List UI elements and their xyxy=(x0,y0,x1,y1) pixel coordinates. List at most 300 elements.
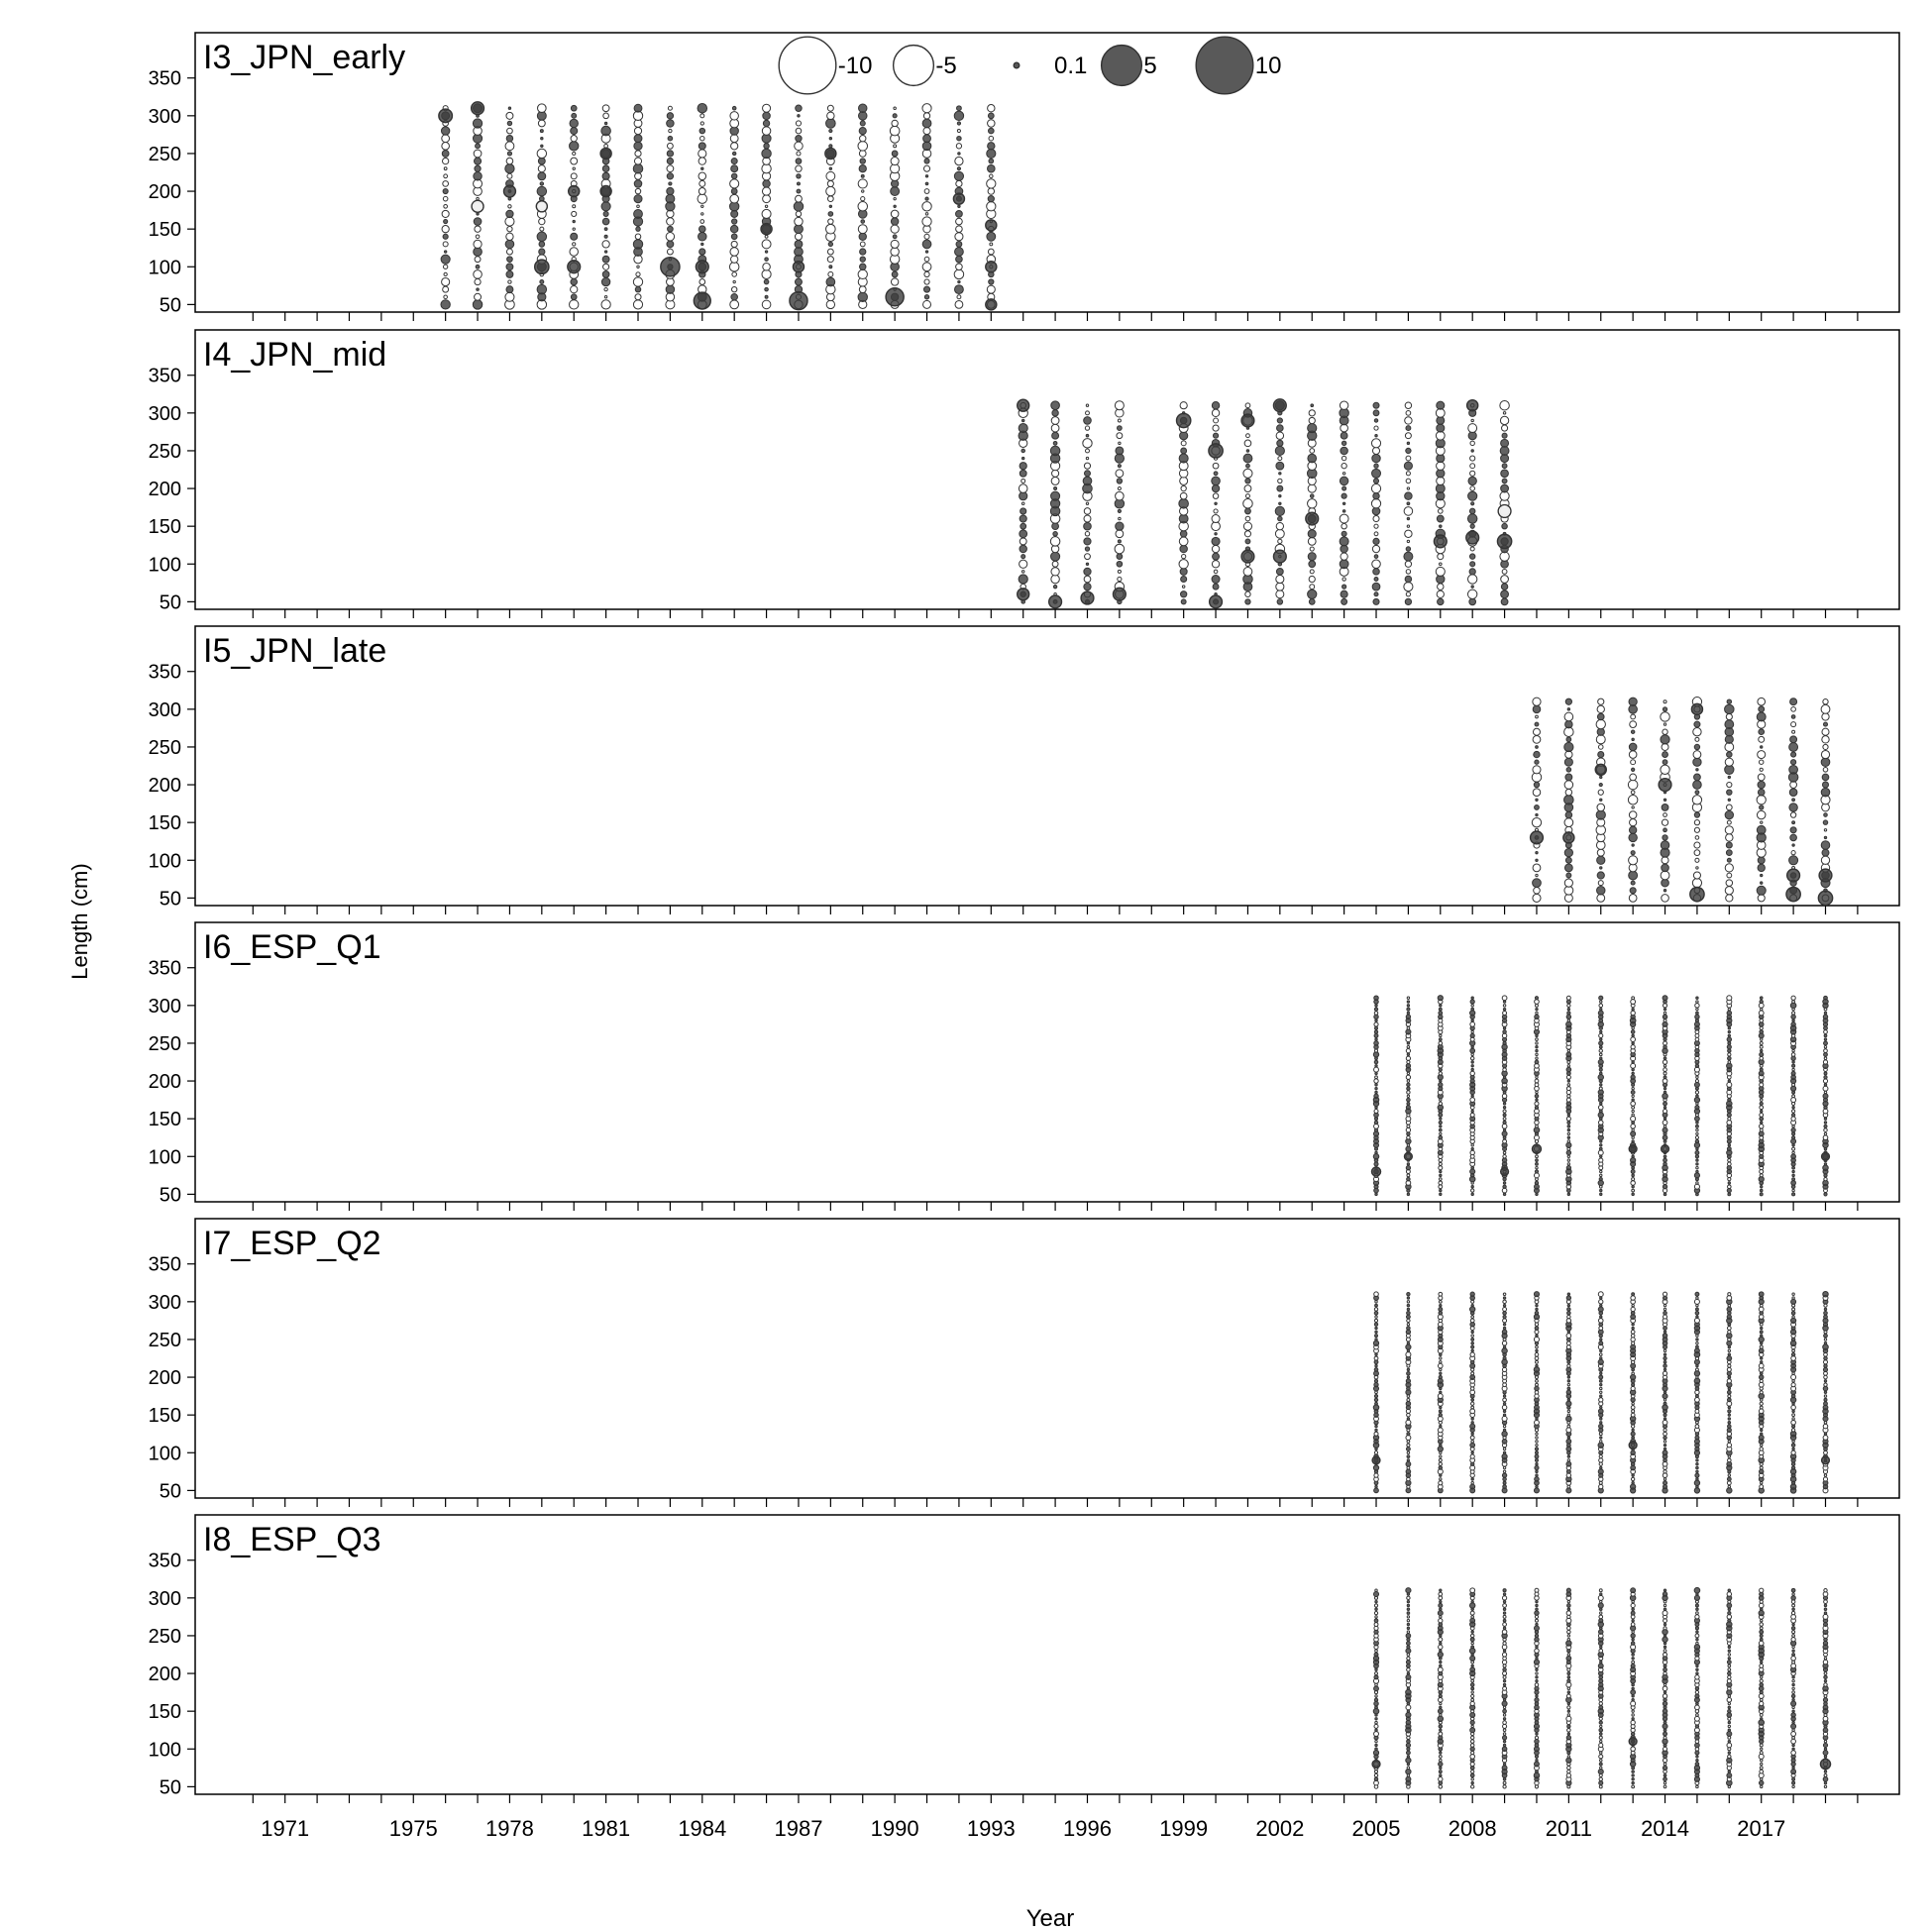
y-tick-label: 150 xyxy=(148,219,181,242)
y-tick-label: 50 xyxy=(159,591,181,614)
residual-bubble xyxy=(1663,760,1667,765)
residual-bubble xyxy=(922,217,931,226)
residual-bubble xyxy=(1500,447,1509,456)
residual-bubble xyxy=(1599,1619,1603,1623)
residual-bubble xyxy=(1696,1631,1698,1633)
residual-bubble xyxy=(989,279,994,284)
residual-bubble xyxy=(1821,788,1830,797)
residual-bubble xyxy=(1115,401,1124,410)
residual-bubble xyxy=(443,158,449,163)
residual-bubble xyxy=(1567,1308,1570,1311)
residual-bubble xyxy=(1664,1057,1666,1060)
residual-bubble xyxy=(1664,890,1665,892)
residual-bubble xyxy=(1439,1166,1443,1170)
residual-bubble xyxy=(1535,1181,1538,1184)
residual-bubble xyxy=(762,269,771,278)
y-tick-label: 350 xyxy=(148,957,181,980)
residual-bubble xyxy=(1438,509,1443,514)
residual-bubble xyxy=(1792,1316,1794,1318)
residual-bubble xyxy=(1371,483,1380,492)
residual-bubble xyxy=(1664,1107,1665,1109)
panel-title: I7_ESP_Q2 xyxy=(203,1225,381,1262)
residual-bubble xyxy=(1566,1736,1570,1740)
residual-bubble xyxy=(1375,1020,1377,1021)
residual-bubble xyxy=(1374,996,1379,1001)
residual-bubble xyxy=(1824,1049,1828,1053)
residual-bubble xyxy=(1375,1695,1377,1697)
residual-bubble xyxy=(1599,1068,1602,1071)
residual-bubble xyxy=(1789,765,1798,774)
residual-bubble xyxy=(573,167,575,169)
residual-bubble xyxy=(1664,1068,1667,1072)
residual-bubble xyxy=(1536,1053,1538,1055)
residual-bubble xyxy=(1440,1759,1443,1762)
residual-bubble xyxy=(828,212,833,217)
residual-bubble xyxy=(1503,1151,1506,1154)
panel-frame xyxy=(195,1219,1899,1498)
residual-bubble xyxy=(1567,1008,1569,1010)
residual-bubble xyxy=(1503,1315,1506,1318)
residual-bubble xyxy=(730,135,738,143)
residual-bubble xyxy=(1373,516,1379,522)
residual-bubble xyxy=(1599,1781,1603,1785)
residual-bubble-large xyxy=(1498,505,1511,518)
residual-bubble xyxy=(601,277,609,285)
residual-bubble xyxy=(1308,484,1316,492)
residual-bubble xyxy=(1791,1444,1795,1448)
residual-bubble xyxy=(1566,1342,1570,1345)
residual-bubble xyxy=(1824,1128,1828,1132)
residual-bubble xyxy=(538,158,545,164)
residual-bubble xyxy=(1599,1763,1602,1766)
residual-bubble xyxy=(1375,1364,1377,1366)
residual-bubble xyxy=(1021,555,1025,559)
residual-bubble xyxy=(1759,1292,1764,1297)
residual-bubble xyxy=(1340,560,1348,569)
residual-bubble xyxy=(1245,599,1250,604)
residual-bubble xyxy=(1407,1095,1409,1097)
residual-bubble xyxy=(1727,1307,1732,1312)
residual-bubble xyxy=(1821,841,1830,850)
residual-bubble xyxy=(1792,1691,1795,1694)
residual-bubble xyxy=(1471,1349,1473,1351)
residual-bubble xyxy=(1471,1679,1474,1682)
residual-bubble xyxy=(539,218,545,224)
residual-bubble xyxy=(1471,1345,1474,1348)
residual-bubble xyxy=(1726,880,1733,887)
residual-bubble xyxy=(1374,1383,1378,1387)
residual-bubble xyxy=(922,240,931,249)
residual-bubble xyxy=(1503,1345,1505,1347)
residual-bubble xyxy=(1761,1327,1763,1329)
residual-bubble xyxy=(1761,1049,1763,1051)
residual-bubble xyxy=(1664,1158,1667,1162)
residual-bubble xyxy=(1212,576,1220,584)
residual-bubble xyxy=(1277,425,1284,432)
residual-bubble xyxy=(1824,1057,1827,1060)
residual-bubble xyxy=(893,235,897,239)
residual-bubble xyxy=(1792,1661,1795,1664)
residual-bubble xyxy=(1438,1394,1443,1399)
residual-bubble xyxy=(1760,1402,1763,1405)
residual-bubble xyxy=(1406,1344,1411,1349)
residual-bubble xyxy=(1470,1454,1474,1458)
residual-bubble-large xyxy=(825,148,836,159)
residual-bubble xyxy=(1728,1675,1731,1678)
residual-bubble xyxy=(541,138,543,140)
residual-bubble xyxy=(1567,1654,1569,1656)
residual-bubble xyxy=(1728,1034,1730,1036)
residual-bubble xyxy=(1407,442,1409,444)
residual-bubble xyxy=(1664,1118,1665,1120)
residual-bubble xyxy=(794,202,804,212)
residual-bubble xyxy=(1727,1661,1731,1664)
residual-bubble xyxy=(1792,1193,1795,1196)
residual-bubble xyxy=(1440,1368,1442,1370)
residual-bubble xyxy=(1375,1589,1377,1591)
residual-bubble xyxy=(1727,1477,1731,1481)
residual-bubble xyxy=(1664,1785,1666,1788)
x-axis-label: Year xyxy=(1025,1905,1075,1932)
residual-bubble xyxy=(1728,1410,1731,1413)
residual-bubble xyxy=(1567,1012,1570,1015)
residual-bubble xyxy=(698,188,705,195)
residual-bubble xyxy=(473,119,482,128)
x-tick-label: 1993 xyxy=(966,1816,1016,1841)
residual-bubble xyxy=(1664,1691,1665,1693)
residual-bubble xyxy=(1567,1128,1569,1130)
residual-bubble xyxy=(1600,1383,1602,1385)
residual-bubble xyxy=(1567,1638,1570,1641)
residual-bubble xyxy=(1600,1057,1602,1059)
residual-bubble xyxy=(924,257,929,262)
residual-bubble xyxy=(1536,859,1538,861)
residual-bubble xyxy=(1019,424,1027,433)
residual-bubble xyxy=(1824,996,1828,1000)
residual-bubble xyxy=(1632,1383,1635,1386)
residual-bubble xyxy=(1469,1603,1474,1608)
residual-bubble xyxy=(1440,1444,1443,1447)
residual-bubble xyxy=(1439,1645,1443,1649)
residual-bubble xyxy=(698,233,707,242)
residual-bubble xyxy=(1725,720,1734,729)
residual-bubble xyxy=(1663,1450,1667,1455)
residual-bubble xyxy=(1468,575,1477,584)
residual-bubble xyxy=(1664,1012,1665,1014)
residual-bubble xyxy=(1728,1395,1731,1398)
residual-bubble xyxy=(798,115,800,117)
residual-bubble xyxy=(1181,441,1186,446)
residual-bubble xyxy=(1727,1772,1732,1777)
residual-bubble xyxy=(1759,1469,1763,1473)
y-tick-label: 100 xyxy=(148,1739,181,1762)
residual-bubble xyxy=(1631,1690,1636,1695)
residual-bubble-large xyxy=(1822,1456,1830,1464)
residual-bubble xyxy=(1407,1604,1409,1606)
residual-bubble xyxy=(1407,1005,1409,1007)
residual-bubble xyxy=(1405,530,1412,537)
residual-bubble xyxy=(1502,1124,1507,1128)
residual-bubble xyxy=(1792,1744,1794,1746)
residual-bubble xyxy=(701,205,703,207)
residual-bubble xyxy=(634,195,642,203)
residual-bubble xyxy=(1759,1337,1764,1342)
residual-bubble xyxy=(1824,836,1826,838)
residual-bubble xyxy=(1696,1182,1698,1184)
residual-bubble xyxy=(1790,827,1796,833)
residual-bubble xyxy=(797,189,801,193)
residual-bubble xyxy=(1728,1725,1730,1727)
residual-bubble xyxy=(1695,1627,1698,1630)
residual-bubble xyxy=(1375,1026,1378,1029)
residual-bubble xyxy=(1503,1740,1505,1742)
residual-bubble xyxy=(987,202,996,211)
residual-bubble xyxy=(667,241,674,248)
residual-bubble xyxy=(1564,742,1573,751)
residual-bubble xyxy=(1760,1448,1764,1451)
residual-bubble xyxy=(1536,1099,1538,1101)
residual-bubble xyxy=(1278,516,1283,521)
panel-frame xyxy=(195,1515,1899,1794)
residual-bubble xyxy=(666,285,674,293)
residual-bubble xyxy=(1792,799,1795,802)
residual-bubble xyxy=(1020,463,1026,470)
residual-bubble xyxy=(1632,1654,1635,1657)
residual-bubble xyxy=(1727,790,1732,795)
residual-bubble xyxy=(1631,1334,1635,1338)
residual-bubble xyxy=(1534,1660,1539,1664)
residual-bubble xyxy=(1470,471,1475,476)
residual-bubble xyxy=(1824,829,1826,831)
residual-bubble xyxy=(1822,728,1829,735)
x-tick-label: 1984 xyxy=(678,1816,727,1841)
residual-bubble xyxy=(1439,1008,1442,1011)
residual-bubble xyxy=(1310,494,1314,498)
residual-bubble xyxy=(1824,1364,1827,1367)
residual-bubble xyxy=(1567,1304,1569,1306)
residual-bubble xyxy=(1439,1725,1442,1728)
residual-bubble xyxy=(1471,419,1473,421)
residual-bubble xyxy=(1792,1635,1795,1638)
x-tick-label: 1981 xyxy=(582,1816,631,1841)
residual-bubble xyxy=(894,197,896,199)
residual-bubble xyxy=(1824,1030,1828,1034)
residual-bubble xyxy=(828,242,832,246)
residual-bubble xyxy=(1309,576,1315,582)
residual-bubble xyxy=(1631,1634,1635,1638)
residual-bubble xyxy=(1662,895,1669,903)
residual-bubble xyxy=(1631,1157,1636,1162)
residual-bubble xyxy=(1503,1155,1506,1158)
residual-bubble xyxy=(1407,1664,1411,1668)
residual-bubble xyxy=(1439,1603,1443,1607)
residual-bubble xyxy=(1758,895,1765,902)
residual-bubble xyxy=(1599,1777,1602,1780)
residual-bubble xyxy=(1374,1008,1377,1011)
residual-bubble xyxy=(1664,1402,1666,1405)
residual-bubble xyxy=(1340,401,1347,409)
residual-bubble xyxy=(1632,1304,1634,1306)
residual-bubble xyxy=(1792,1189,1794,1191)
residual-bubble xyxy=(1792,1631,1795,1634)
residual-bubble xyxy=(1406,592,1410,596)
residual-bubble xyxy=(1275,506,1284,515)
residual-bubble xyxy=(1471,1478,1473,1480)
residual-bubble-large xyxy=(1786,887,1800,901)
residual-bubble xyxy=(540,130,543,133)
residual-bubble xyxy=(1471,1642,1473,1644)
residual-bubble xyxy=(1696,1608,1699,1611)
residual-bubble xyxy=(1565,774,1572,781)
residual-bubble xyxy=(1536,1379,1539,1382)
residual-bubble xyxy=(1663,1686,1667,1691)
residual-bubble xyxy=(1728,1608,1731,1611)
residual-bubble xyxy=(891,240,899,248)
residual-bubble xyxy=(1470,1292,1474,1296)
residual-bubble xyxy=(634,142,642,150)
residual-bubble xyxy=(1567,1387,1570,1390)
residual-bubble xyxy=(1824,1311,1828,1315)
residual-bubble xyxy=(1632,1774,1634,1776)
residual-bubble xyxy=(1632,1189,1635,1192)
residual-bubble xyxy=(1631,1330,1635,1334)
y-tick-label: 350 xyxy=(148,67,181,90)
residual-bubble xyxy=(1440,1714,1442,1716)
residual-bubble xyxy=(1567,1710,1569,1712)
residual-bubble xyxy=(1503,1118,1506,1121)
residual-bubble xyxy=(1823,1641,1827,1645)
residual-bubble xyxy=(1792,1132,1795,1135)
residual-bubble xyxy=(1599,1379,1602,1382)
residual-bubble xyxy=(1470,1667,1475,1672)
residual-bubble xyxy=(604,287,607,290)
residual-bubble xyxy=(1695,1079,1698,1082)
residual-bubble xyxy=(955,157,963,164)
residual-bubble xyxy=(1439,1697,1444,1702)
residual-bubble xyxy=(1374,1473,1378,1477)
residual-bubble xyxy=(603,113,609,119)
residual-bubble xyxy=(1502,569,1507,574)
residual-bubble xyxy=(1824,1675,1827,1678)
residual-bubble xyxy=(1792,1699,1794,1701)
residual-bubble xyxy=(1503,1451,1505,1453)
residual-bubble xyxy=(1471,1781,1473,1783)
residual-bubble xyxy=(1213,463,1219,469)
residual-bubble xyxy=(1631,730,1634,733)
residual-bubble xyxy=(633,277,642,286)
residual-bubble xyxy=(1664,1627,1666,1630)
residual-bubble xyxy=(1664,1331,1665,1333)
residual-bubble xyxy=(699,249,705,255)
residual-bubble-large xyxy=(1081,591,1094,604)
residual-bubble xyxy=(1823,744,1828,749)
residual-bubble xyxy=(698,143,705,150)
residual-bubble xyxy=(1470,1728,1475,1733)
residual-bubble xyxy=(1696,1785,1699,1788)
residual-bubble xyxy=(1021,419,1023,421)
residual-bubble xyxy=(1823,1165,1829,1171)
residual-bubble xyxy=(1083,439,1092,448)
residual-bubble xyxy=(1824,1740,1826,1742)
residual-bubble xyxy=(1374,1360,1378,1364)
panel-title: I3_JPN_early xyxy=(203,39,406,76)
residual-bubble xyxy=(1727,1296,1732,1301)
residual-bubble xyxy=(1632,1342,1635,1344)
residual-bubble xyxy=(1824,1398,1827,1401)
residual-bubble xyxy=(1375,1151,1377,1153)
residual-bubble xyxy=(1567,1676,1570,1679)
residual-bubble xyxy=(1824,1012,1826,1014)
residual-bubble xyxy=(1565,789,1572,796)
residual-bubble xyxy=(1535,1420,1540,1425)
residual-bubble xyxy=(1503,1627,1505,1629)
residual-bubble xyxy=(1761,1718,1763,1720)
residual-bubble xyxy=(1791,1627,1794,1630)
residual-bubble xyxy=(1727,820,1731,824)
y-tick-label: 350 xyxy=(148,1550,181,1572)
residual-bubble xyxy=(1407,1342,1409,1344)
residual-bubble xyxy=(1632,1034,1634,1036)
residual-bubble xyxy=(1599,1049,1602,1052)
residual-bubble xyxy=(1439,1178,1442,1181)
residual-bubble xyxy=(1696,1612,1699,1615)
residual-bubble xyxy=(1439,1300,1442,1303)
residual-bubble xyxy=(1053,532,1058,537)
panel-i8-esp-q3 xyxy=(149,1515,1899,1803)
residual-bubble xyxy=(1792,1676,1794,1678)
residual-bubble xyxy=(1179,560,1188,569)
residual-bubble xyxy=(1471,1331,1473,1333)
residual-bubble xyxy=(1791,1420,1796,1425)
residual-bubble xyxy=(1470,1375,1475,1380)
residual-bubble xyxy=(1824,1118,1826,1120)
residual-bubble xyxy=(1340,477,1347,484)
residual-bubble xyxy=(1661,871,1669,880)
y-tick-label: 100 xyxy=(148,1443,181,1465)
residual-bubble xyxy=(1696,1012,1699,1015)
residual-bubble xyxy=(1824,1342,1826,1344)
residual-bubble xyxy=(1501,576,1509,584)
residual-bubble xyxy=(1407,1710,1409,1712)
residual-bubble xyxy=(1534,1488,1539,1493)
residual-bubble xyxy=(1243,499,1253,509)
residual-bubble xyxy=(1792,1178,1795,1181)
residual-bubble xyxy=(1600,1725,1602,1727)
residual-bubble xyxy=(1374,1398,1377,1401)
residual-bubble xyxy=(1533,894,1541,902)
residual-bubble xyxy=(1632,1683,1635,1686)
residual-bubble xyxy=(1213,553,1220,560)
residual-bubble xyxy=(506,249,512,255)
residual-bubble xyxy=(1502,1653,1506,1657)
residual-bubble xyxy=(1728,1650,1730,1652)
panel-i6-esp-q1 xyxy=(149,922,1899,1211)
residual-bubble xyxy=(1824,1748,1826,1750)
residual-bubble xyxy=(1728,1771,1730,1772)
residual-bubble xyxy=(1375,1335,1378,1338)
residual-bubble xyxy=(1406,1352,1411,1357)
residual-bubble xyxy=(1439,1307,1443,1311)
residual-bubble xyxy=(1824,1084,1826,1086)
residual-bubble xyxy=(1760,1770,1764,1773)
residual-bubble xyxy=(1632,1128,1634,1130)
residual-bubble xyxy=(1278,479,1282,483)
residual-bubble xyxy=(1664,1076,1666,1079)
residual-bubble-large xyxy=(1629,1442,1637,1449)
residual-bubble xyxy=(1439,1292,1443,1296)
residual-bubble xyxy=(1824,1683,1827,1686)
residual-bubble xyxy=(1471,1147,1473,1149)
